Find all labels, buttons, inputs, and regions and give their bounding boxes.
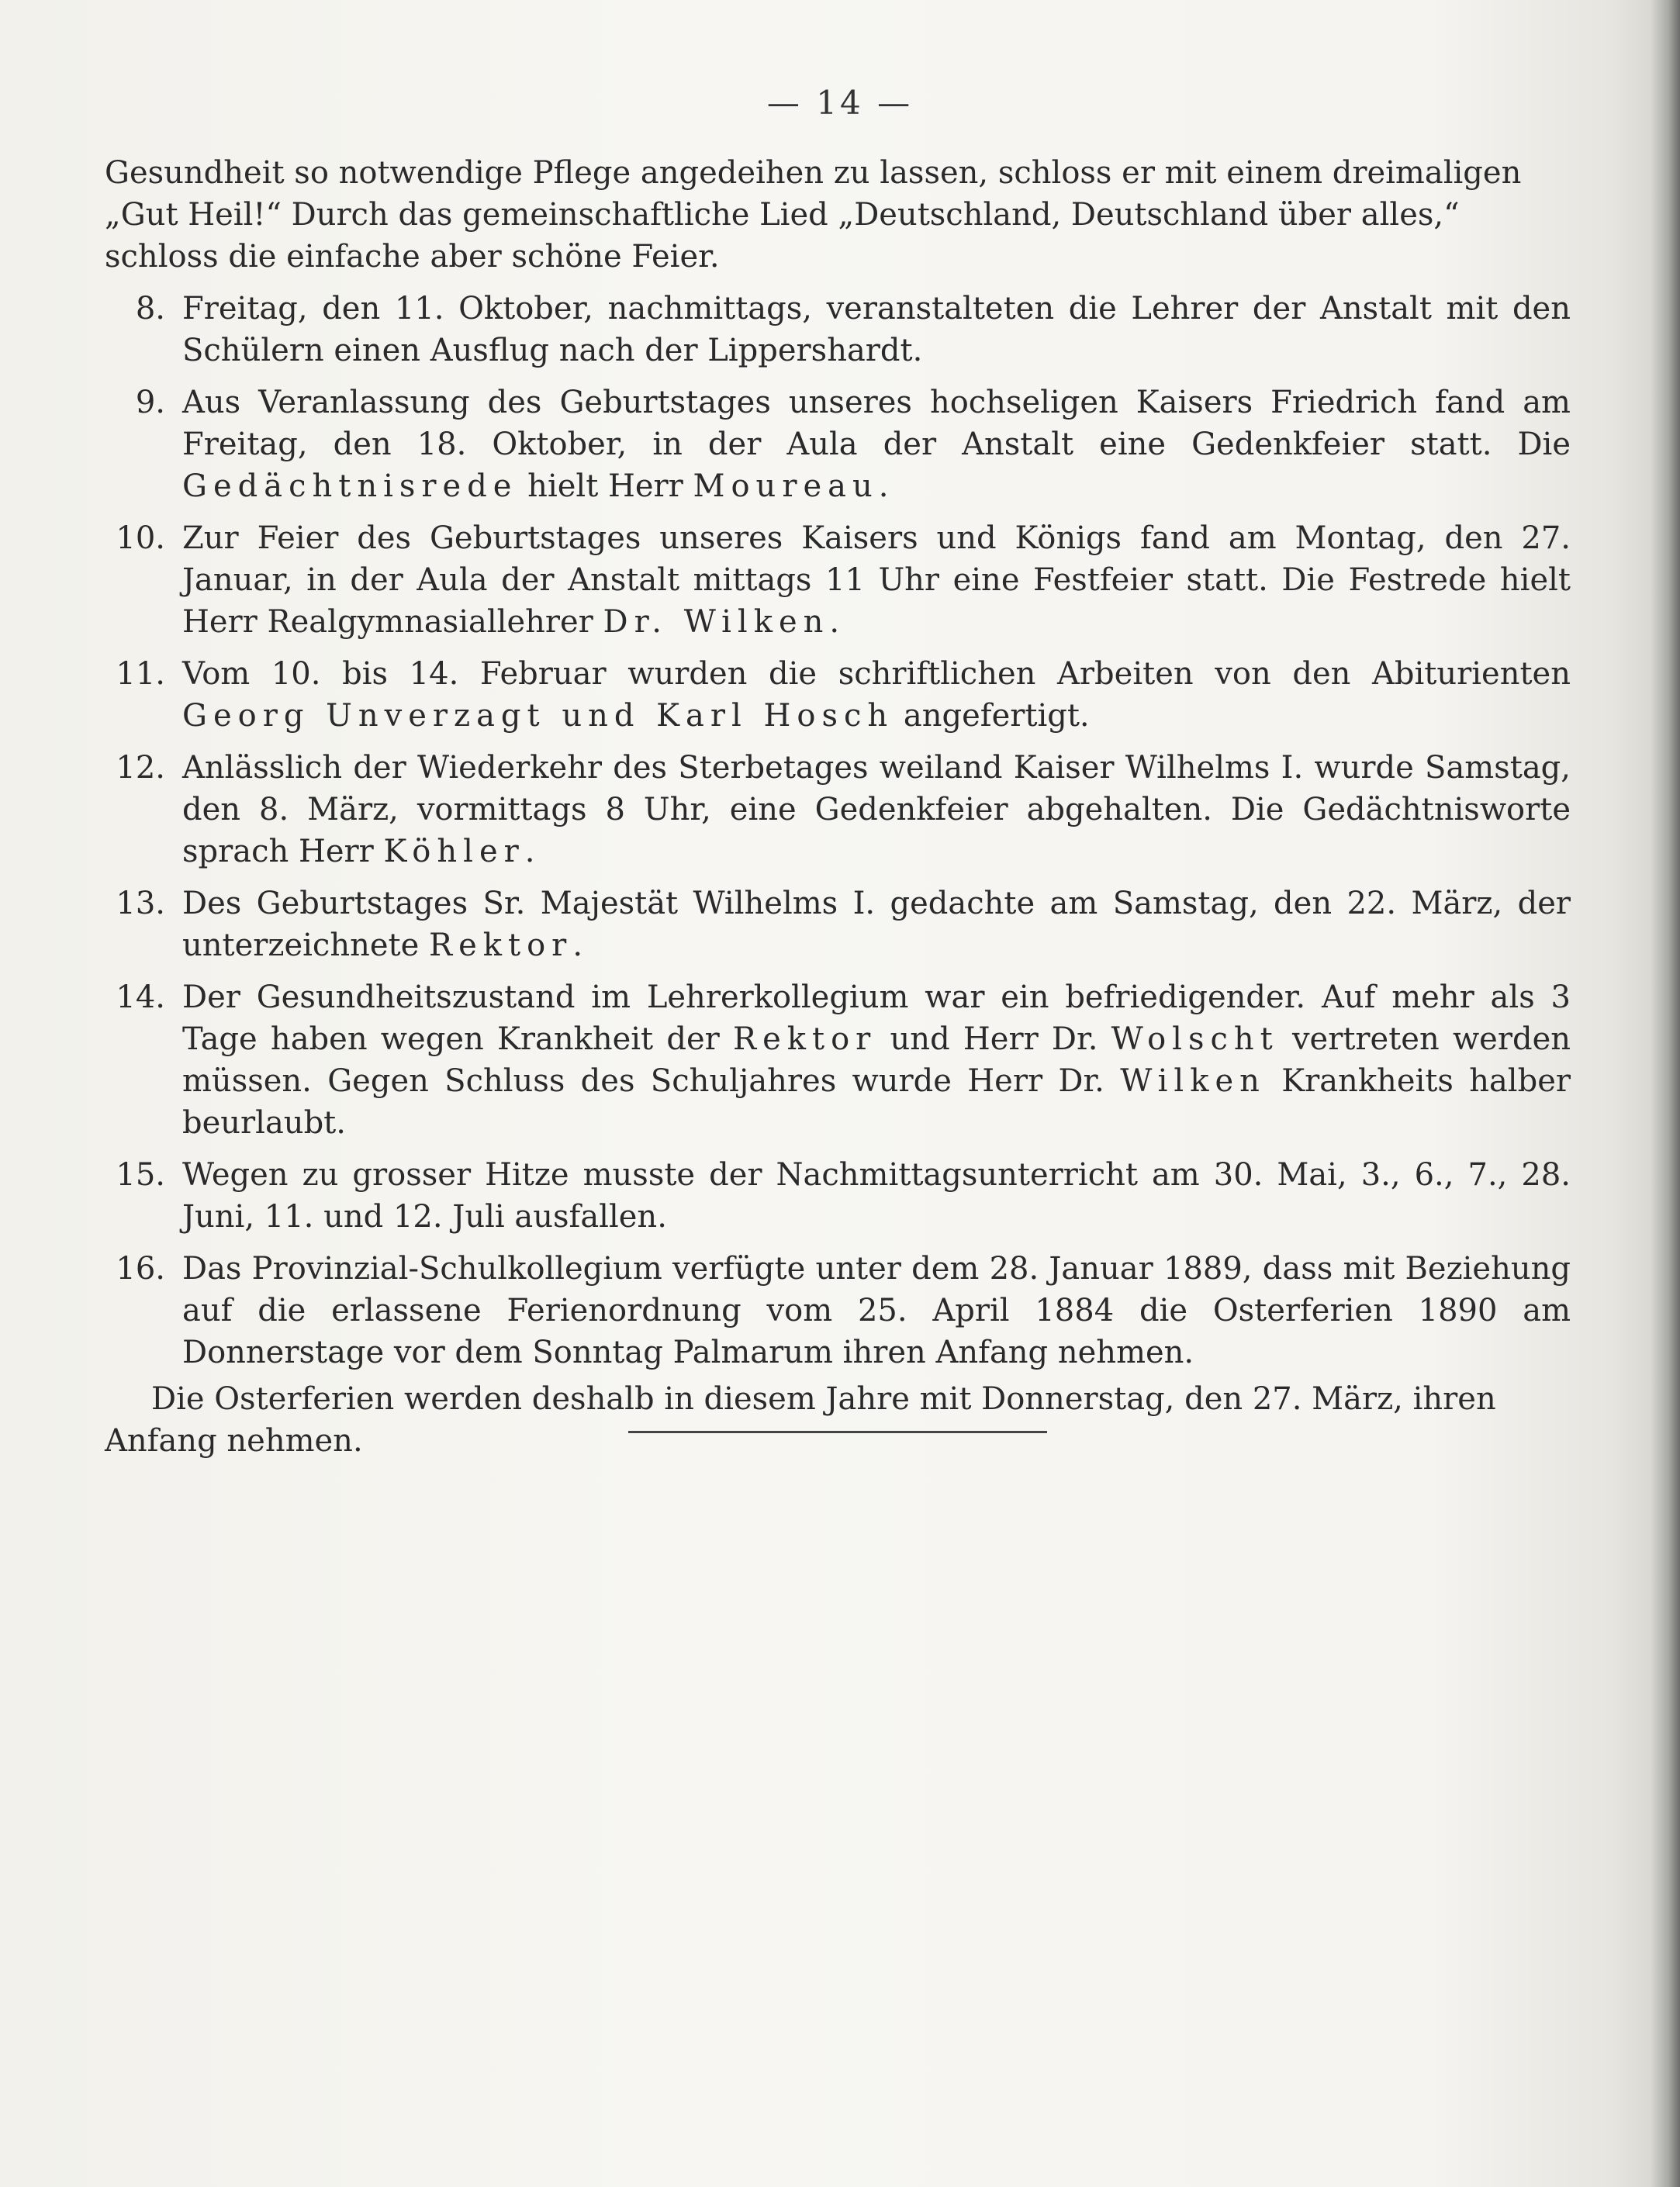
intro-paragraph: Gesundheit so notwendige Pflege angedeihen zu lassen, schloss er mit einem dreimaligen „Gut Heil!“ Durch das gemeinschaftliche Lied „Deutschland, Deutschland über alles,“ schloss die einfache aber schöne Feier. xyxy=(105,155,1522,275)
closing-text: Die Osterferien werden deshalb in diesem Jahre mit Donnerstag, den 27. März, ihren Anfang nehmen. xyxy=(105,1381,1496,1459)
spaced-name: Moureau xyxy=(693,468,879,504)
list-item xyxy=(105,382,1571,507)
item-text xyxy=(182,883,1571,966)
text-run: . xyxy=(572,928,583,963)
document-body xyxy=(105,152,1571,1462)
text-run: angefertigt. xyxy=(894,698,1090,734)
item-number: 8. xyxy=(135,291,165,326)
spaced-name: Köhler xyxy=(383,834,525,869)
spaced-name: Rektor xyxy=(429,928,573,963)
text-run: Anlässlich der Wiederkehr des Sterbetages weiland Kaiser Wilhelms I. wurde Samstag, den 8. März, vormittags 8 Uhr, eine Gedenkfeier abgehalten. Die Gedächtnisworte sprach Herr xyxy=(182,750,1571,869)
page-edge-shadow xyxy=(1651,0,1680,2187)
list-item xyxy=(105,883,1571,966)
item-text xyxy=(182,747,1571,872)
text-run: hielt Herr xyxy=(517,468,693,504)
page-number: — 14 — xyxy=(766,84,914,122)
text-run: Zur Feier des Geburtstages unseres Kaisers und Königs fand am Montag, den 27. Januar, in der Aula der Anstalt mittags 11 Uhr eine Festfeier statt. Die Festrede hielt Herr Realgymnasiallehrer xyxy=(182,520,1571,640)
item-number: 10. xyxy=(116,520,165,556)
spaced-name: Rektor xyxy=(733,1021,877,1057)
spaced-name: Wolscht xyxy=(1111,1021,1279,1057)
item-text xyxy=(182,1154,1571,1238)
list-item xyxy=(105,976,1571,1144)
item-text xyxy=(182,976,1571,1144)
spaced-name: Wilken xyxy=(1120,1063,1266,1099)
item-number: 9. xyxy=(135,385,165,420)
text-run: Aus Veranlassung des Geburtstages unseres hochseligen Kaisers Friedrich fand am Freitag, den 18. Oktober, in der Aula der Anstalt eine Gedenkfeier statt. Die xyxy=(182,385,1571,462)
text-run: . xyxy=(878,468,889,504)
item-text xyxy=(182,517,1571,643)
text-run: . xyxy=(829,604,840,640)
list-item xyxy=(105,653,1571,737)
list-item xyxy=(105,517,1571,643)
item-number: 16. xyxy=(116,1251,165,1287)
item-text xyxy=(182,1248,1571,1373)
text-run: Der Gesundheitszustand im Lehrerkollegium war ein befriedigender. Auf mehr als 3 Tage haben wegen Krankheit der xyxy=(182,979,1571,1057)
spaced-name: Gedächtnisrede xyxy=(182,468,518,504)
item-number: 11. xyxy=(116,656,165,692)
text-run: . xyxy=(524,834,535,869)
end-rule xyxy=(628,1431,1047,1433)
text-run: vertreten werden müssen. Gegen Schluss des Schuljahres wurde Herr Dr. xyxy=(182,1021,1571,1099)
text-run: Des Geburtstages Sr. Majestät Wilhelms I. gedachte am Samstag, den 22. März, der unterzeichnete xyxy=(182,886,1571,963)
item-number: 15. xyxy=(116,1157,165,1193)
text-run: und Herr Dr. xyxy=(876,1021,1111,1057)
item-text xyxy=(182,653,1571,737)
list-item xyxy=(105,747,1571,872)
list-item xyxy=(105,1248,1571,1373)
list-item xyxy=(105,1154,1571,1238)
item-text xyxy=(182,288,1571,371)
text-run: Vom 10. bis 14. Februar wurden die schriftlichen Arbeiten von den Abiturienten xyxy=(182,656,1571,692)
item-number: 13. xyxy=(116,886,165,921)
text-run: Freitag, den 11. Oktober, nachmittags, veranstalteten die Lehrer der Anstalt mit den Schülern einen Ausflug nach der Lippershardt. xyxy=(182,291,1571,368)
text-run: Wegen zu grosser Hitze musste der Nachmittagsunterricht am 30. Mai, 3., 6., 7., 28. Juni, 11. und 12. Juli ausfallen. xyxy=(182,1157,1571,1235)
text-run: Das Provinzial-Schulkollegium verfügte unter dem 28. Januar 1889, dass mit Beziehung auf die erlassene Ferienordnung vom 25. April 1884 die Osterferien 1890 am Donnerstage vor dem Sonntag Palmarum ihren Anfang nehmen. xyxy=(182,1251,1571,1370)
spaced-name: Georg Unverzagt und Karl Hosch xyxy=(182,698,894,734)
text-run: Krankheits halber beurlaubt. xyxy=(182,1063,1571,1141)
closing-paragraph xyxy=(105,1378,1571,1462)
list-item xyxy=(105,288,1571,371)
numbered-list xyxy=(105,288,1571,1373)
spaced-name: Dr. Wilken xyxy=(603,604,830,640)
item-number: 14. xyxy=(116,979,165,1015)
item-number: 12. xyxy=(116,750,165,786)
item-text xyxy=(182,382,1571,507)
